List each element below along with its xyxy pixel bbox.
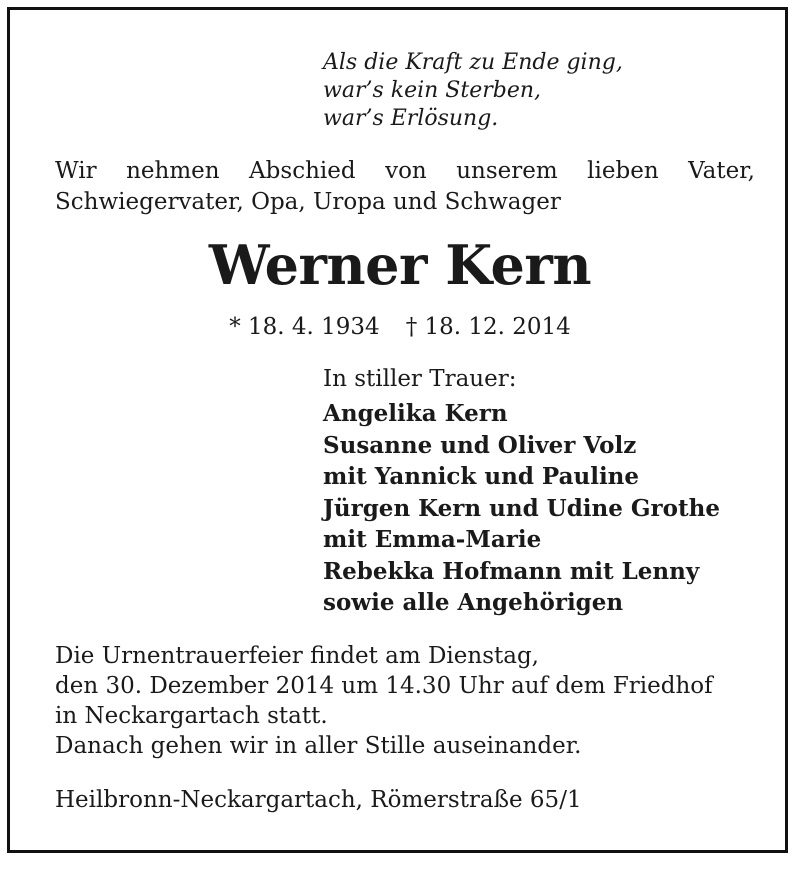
- mourning-label: In stiller Trauer:: [323, 366, 517, 392]
- intro-line: Schwiegervater, Opa, Uropa und Schwager: [55, 189, 561, 215]
- quote-line: war’s Erlösung.: [323, 106, 499, 131]
- epitaph-quote: [323, 49, 623, 133]
- ceremony-line: den 30. Dezember 2014 um 14.30 Uhr auf dem Friedhof: [55, 673, 713, 699]
- mourner-entry: Susanne und Oliver Volz: [323, 431, 637, 459]
- intro-line: Wir nehmen Abschied von unserem lieben Vater,: [55, 158, 755, 184]
- deceased-name: Werner Kern: [208, 233, 592, 297]
- quote-line: Als die Kraft zu Ende ging,: [323, 50, 623, 75]
- birth-date: * 18. 4. 1934: [229, 314, 380, 340]
- family-address: Heilbronn-Neckargartach, Römerstraße 65/1: [55, 787, 582, 813]
- ceremony-line: in Neckargartach statt.: [55, 703, 328, 729]
- mourner-entry: Rebekka Hofmann mit Lenny: [323, 557, 700, 585]
- mourner-entry: Jürgen Kern und Udine Grothe: [323, 494, 720, 522]
- life-dates: [0, 313, 800, 341]
- mourner-entry: Angelika Kern: [323, 400, 508, 427]
- ceremony-info: [55, 641, 713, 761]
- death-date: † 18. 12. 2014: [405, 314, 571, 340]
- quote-line: war’s kein Sterben,: [323, 78, 542, 103]
- mourner-entry: mit Emma-Marie: [323, 526, 542, 553]
- mourner-entry: sowie alle Angehörigen: [323, 589, 624, 616]
- mourners-list: [323, 398, 720, 619]
- mourner-entry: mit Yannick und Pauline: [323, 463, 640, 490]
- ceremony-line: Die Urnentrauerfeier findet am Dienstag,: [55, 643, 539, 669]
- intro-text: [55, 156, 755, 218]
- ceremony-line: Danach gehen wir in aller Stille auseinander.: [55, 733, 582, 759]
